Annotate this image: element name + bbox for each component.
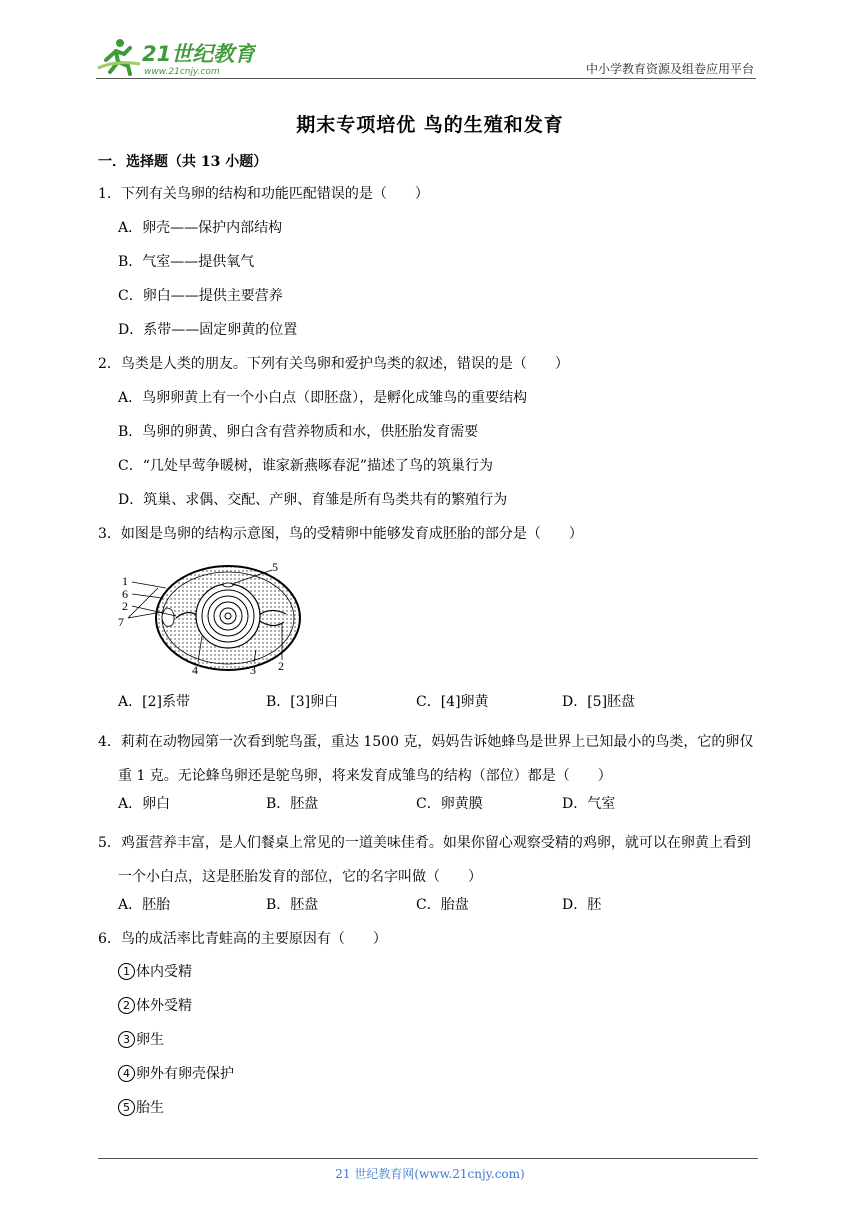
platform-name: 中小学教育资源及组卷应用平台 bbox=[585, 62, 754, 76]
diagram-label-1: 1 bbox=[122, 574, 128, 588]
page-header bbox=[96, 34, 756, 80]
question-1-option-c: C．卵白——提供主要营养 bbox=[118, 288, 283, 304]
question-4-option-d: D．气室 bbox=[562, 796, 616, 812]
diagram-label-5: 5 bbox=[272, 560, 278, 574]
diagram-label-7: 7 bbox=[118, 615, 124, 629]
item-text: 体外受精 bbox=[136, 998, 192, 1014]
item-text: 胎生 bbox=[136, 1100, 164, 1116]
question-1-option-d: D．系带——固定卵黄的位置 bbox=[118, 322, 298, 338]
question-6-item-5 bbox=[118, 1098, 164, 1118]
page-title: 期末专项培优 鸟的生殖和发育 bbox=[296, 114, 564, 136]
circled-number: 1 bbox=[118, 963, 135, 980]
question-3-option-d: D．[5]胚盘 bbox=[562, 694, 636, 710]
question-2-option-b: B．鸟卵的卵黄、卵白含有营养物质和水，供胚胎发育需要 bbox=[118, 424, 479, 440]
question-2-stem: 2．鸟类是人类的朋友。下列有关鸟卵和爱护鸟类的叙述，错误的是（ ） bbox=[98, 356, 569, 372]
question-5-stem bbox=[98, 826, 763, 894]
question-2-option-a: A．鸟卵卵黄上有一个小白点（即胚盘），是孵化成雏鸟的重要结构 bbox=[118, 390, 528, 406]
header-divider bbox=[96, 78, 756, 79]
item-text: 卵生 bbox=[136, 1032, 164, 1048]
question-6-stem: 6．鸟的成活率比青蛙高的主要原因有（ ） bbox=[98, 931, 387, 947]
runner-icon bbox=[98, 39, 140, 74]
egg-structure-diagram bbox=[118, 558, 318, 678]
question-6-item-4 bbox=[118, 1064, 234, 1084]
question-5-text: 5．鸡蛋营养丰富，是人们餐桌上常见的一道美味佳肴。如果你留心观察受精的鸡卵，就可以在卵黄上看到一个小白点，这是胚胎发育的部位，它的名字叫做（ ） bbox=[98, 835, 751, 885]
question-4-stem bbox=[98, 725, 763, 793]
diagram-label-6: 6 bbox=[122, 587, 128, 601]
section-heading: 一．选择题（共 13 小题） bbox=[98, 154, 268, 170]
question-4-option-a: A．卵白 bbox=[118, 796, 171, 812]
question-4-option-c: C．卵黄膜 bbox=[416, 796, 483, 812]
question-3-option-b: B．[3]卵白 bbox=[266, 694, 339, 710]
diagram-label-2: 2 bbox=[122, 599, 128, 613]
logo-text: 21世纪教育 bbox=[142, 42, 256, 66]
logo-url: www.21cnjy.com bbox=[144, 67, 220, 77]
question-1-option-b: B．气室——提供氧气 bbox=[118, 254, 255, 270]
question-4-text: 4．莉莉在动物园第一次看到鸵鸟蛋，重达 1500 克，妈妈告诉她蜂鸟是世界上已知最小的鸟类，它的卵仅重 1 克。无论蜂鸟卵还是鸵鸟卵，将来发育成雏鸟的结构（部位）都是（ ） bbox=[98, 734, 754, 784]
question-4-option-b: B．胚盘 bbox=[266, 796, 319, 812]
page-footer: 21 世纪教育网(www.21cnjy.com) bbox=[335, 1167, 525, 1181]
item-text: 体内受精 bbox=[136, 964, 192, 980]
question-2-option-c: C．“几处早莺争暖树，谁家新燕啄春泥”描述了鸟的筑巢行为 bbox=[118, 458, 494, 474]
question-3-option-a: A．[2]系带 bbox=[118, 694, 190, 710]
question-5-option-b: B．胚盘 bbox=[266, 897, 319, 913]
question-6-item-3 bbox=[118, 1030, 164, 1050]
question-1-stem: 1．下列有关鸟卵的结构和功能匹配错误的是（ ） bbox=[98, 186, 429, 202]
circled-number: 2 bbox=[118, 997, 135, 1014]
diagram-label-2b: 2 bbox=[278, 659, 284, 673]
question-5-option-d: D．胚 bbox=[562, 897, 602, 913]
circled-number: 5 bbox=[118, 1099, 135, 1116]
circled-number: 3 bbox=[118, 1031, 135, 1048]
diagram-label-3: 3 bbox=[250, 663, 256, 677]
question-6-item-1 bbox=[118, 962, 192, 982]
logo-21cnjy bbox=[96, 34, 256, 78]
question-3-option-c: C．[4]卵黄 bbox=[416, 694, 489, 710]
question-1-option-a: A．卵壳——保护内部结构 bbox=[118, 220, 283, 236]
question-5-option-a: A．胚胎 bbox=[118, 897, 171, 913]
question-2-option-d: D．筑巢、求偶、交配、产卵、育雏是所有鸟类共有的繁殖行为 bbox=[118, 492, 508, 508]
question-3-stem: 3．如图是鸟卵的结构示意图，鸟的受精卵中能够发育成胚胎的部分是（ ） bbox=[98, 526, 583, 542]
diagram-label-4: 4 bbox=[192, 663, 198, 677]
question-5-option-c: C．胎盘 bbox=[416, 897, 469, 913]
footer-divider bbox=[98, 1158, 758, 1159]
item-text: 卵外有卵壳保护 bbox=[136, 1066, 234, 1082]
circled-number: 4 bbox=[118, 1065, 135, 1082]
question-6-item-2 bbox=[118, 996, 192, 1016]
